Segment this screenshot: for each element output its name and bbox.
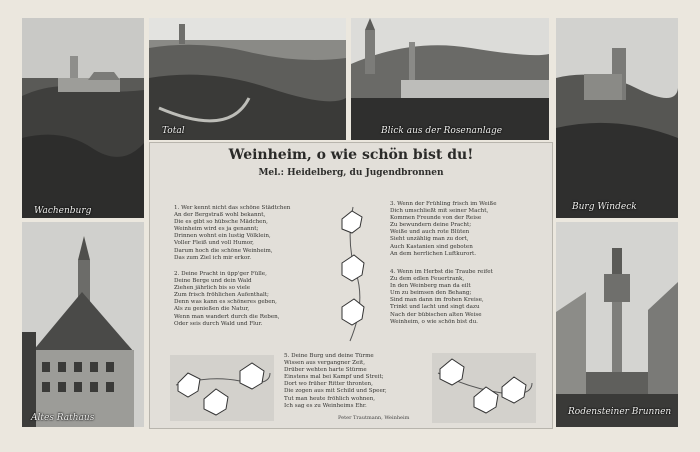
grape-leaf-icon (170, 355, 274, 421)
song-melody: Mel.: Heidelberg, du Jugendbronnen (258, 168, 444, 178)
photo-windeck (556, 18, 678, 218)
rathaus-image (22, 222, 144, 427)
leaf-ornament-right (432, 353, 536, 423)
photo-wachenburg (22, 18, 144, 218)
brunnen-image (556, 222, 678, 427)
photo-brunnen (556, 222, 678, 427)
caption-wachenburg: Wachenburg (34, 206, 92, 216)
leaf-ornament-left (170, 355, 274, 421)
photo-rathaus (22, 222, 144, 427)
windeck-image (556, 18, 678, 218)
caption-rosenanlage: Blick aus der Rosenanlage (381, 126, 503, 136)
caption-brunnen: Rodensteiner Brunnen (568, 407, 672, 417)
verse-3: 3. Wenn der Frühling frisch im Weiße Dich umschließt mit seiner Macht, Kommen Freunde von der Reise Zu bewundern deine Pracht; Weiße und auch rote Blüten Sieht unzählig man zu dort, Auch Kastanien sind geboten An dem herrlichen Luftkurort. (390, 201, 497, 257)
rosenanlage-image (351, 18, 549, 140)
photo-total (149, 18, 346, 140)
total-image (149, 18, 346, 140)
verse-1: 1. Wer kennt nicht das schöne Städtchen An der Bergstraß wohl bekannt, Die es gibt so hübsche Mädchen, Weinheim wird es ja genannt; Drinnen wohnt ein lustig Völklein, Voller Fleiß und voll Humor, Darum hoch die schöne Weinheim, Das zum Ziel ich mir erkor. (174, 205, 291, 261)
photo-rosenanlage (351, 18, 549, 140)
grape-leaf-icon (432, 353, 536, 423)
grape-leaf-icon (336, 203, 370, 345)
song-panel (149, 142, 553, 429)
verse-4: 4. Wenn im Herbst die Traube reifet Zu dem edlen Feuertrank, In den Weinberg man da eilt Um zu beimsen den Behang; Sind man dann im frohen Kreise, Trinkt und lacht und singt dazu Nach der bübischen alten Weise Weinheim, o wie schön bist du. (390, 269, 493, 325)
verse-2: 2. Deine Pracht in üpp'ger Fülle, Deine Berge und dein Wald Ziehen jährlich bis so viele Zum frisch fröhlichen Aufenthalt; Denn was kann es schöneres geben, Als zu genießen die Natur, Wenn man wandert durch die Reben, Oder seis durch Wald und Flur. (174, 271, 280, 327)
verse-5: 5. Deine Burg und deine Türme Wissen aus vergangner Zeit, Drüber wehten harte Stürme Einstens mal bei Kampf und Streit; Dort wo früher Ritter thronten, Die zogen aus mit Schild und Speer, Tut man heute fröhlich wohnen, Ich sag es zu Weinheims Ehr. (284, 353, 387, 409)
wachenburg-image (22, 18, 144, 218)
song-title: Weinheim, o wie schön bist du! (228, 147, 474, 163)
caption-rathaus: Altes Rathaus (31, 413, 95, 423)
caption-total: Total (162, 126, 185, 136)
caption-windeck: Burg Windeck (572, 202, 637, 212)
song-credit: Peter Trautmann, Weinheim (338, 415, 410, 421)
vine-ornament (336, 203, 370, 345)
